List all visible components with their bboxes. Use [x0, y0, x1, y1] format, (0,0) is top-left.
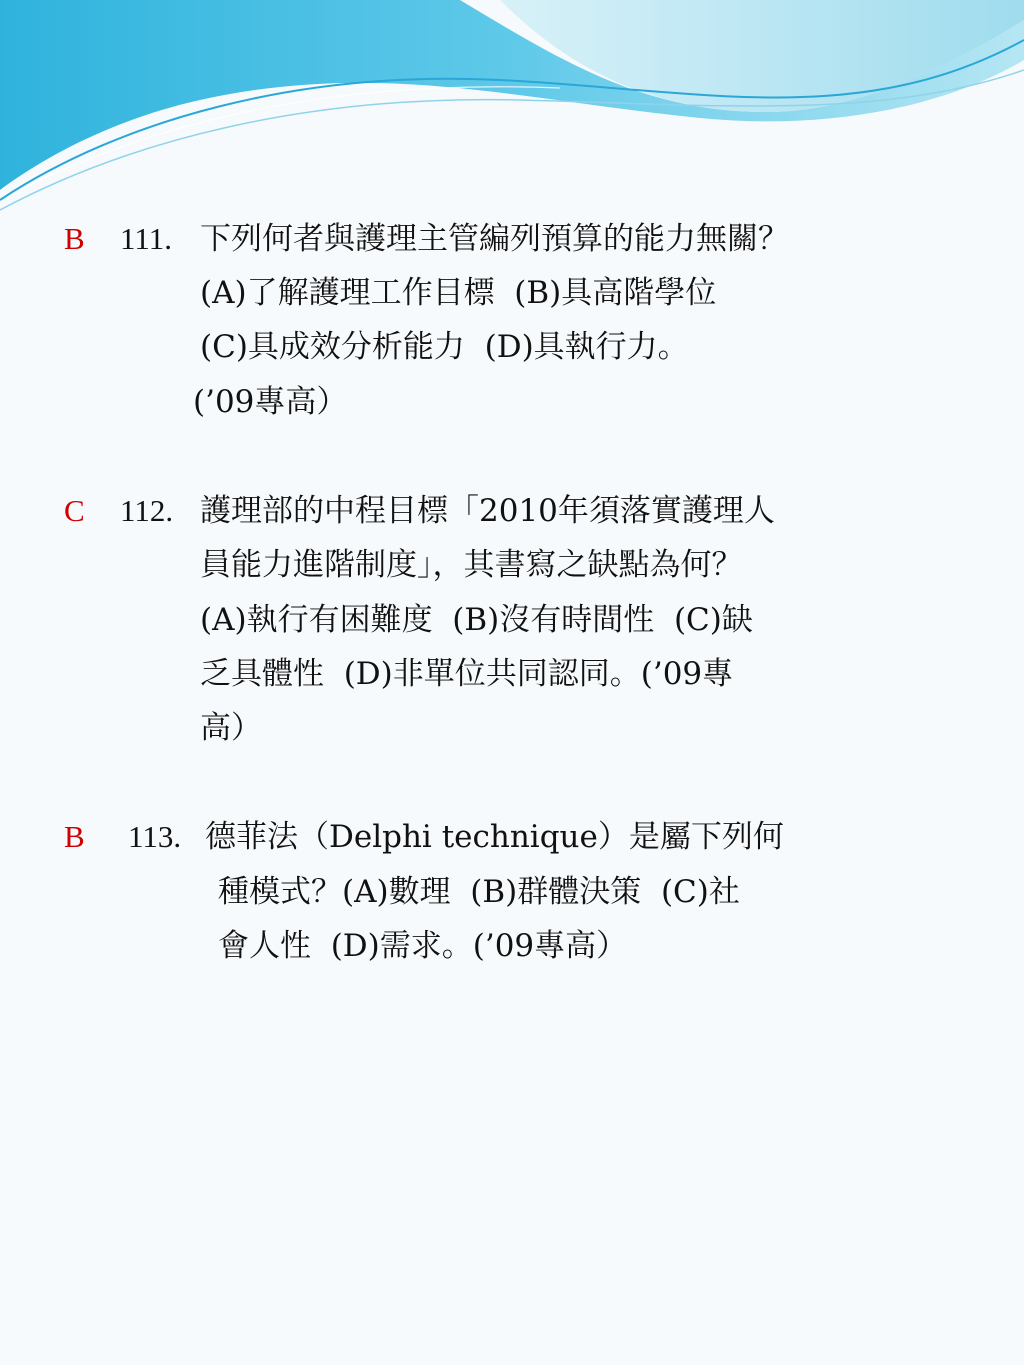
answer-key: C: [64, 493, 85, 528]
header-wave-decoration: [0, 0, 1024, 230]
question-options: (A)執行有困難度 (B)沒有時間性 (C)缺: [200, 602, 753, 638]
answer-key: B: [64, 221, 85, 256]
question-number: 111.: [120, 221, 172, 256]
question-text: 下列何者與護理主管編列預算的能力無關？: [200, 221, 789, 257]
question-number: 112.: [120, 493, 174, 528]
question-source: (’09專高）: [193, 384, 348, 420]
question-options: 會人性 (D)需求。(’09專高）: [218, 928, 628, 964]
question-options: 乏具體性 (D)非單位共同認同。(’09專: [200, 656, 734, 692]
question-text: 德菲法（Delphi technique）是屬下列何: [205, 819, 784, 855]
question-text: 員能力進階制度」，其書寫之缺點為何？: [200, 547, 743, 583]
question-text: 護理部的中程目標「2010年須落實護理人: [200, 493, 775, 529]
question-number: 113.: [128, 819, 182, 854]
question-options: (C)具成效分析能力 (D)具執行力。: [200, 329, 689, 365]
question-source: 高）: [200, 710, 262, 746]
question-options: 種模式？(A)數理 (B)群體決策 (C)社: [218, 874, 740, 910]
question-options: (A)了解護理工作目標 (B)具高階學位: [200, 275, 717, 311]
answer-key: B: [64, 819, 85, 854]
